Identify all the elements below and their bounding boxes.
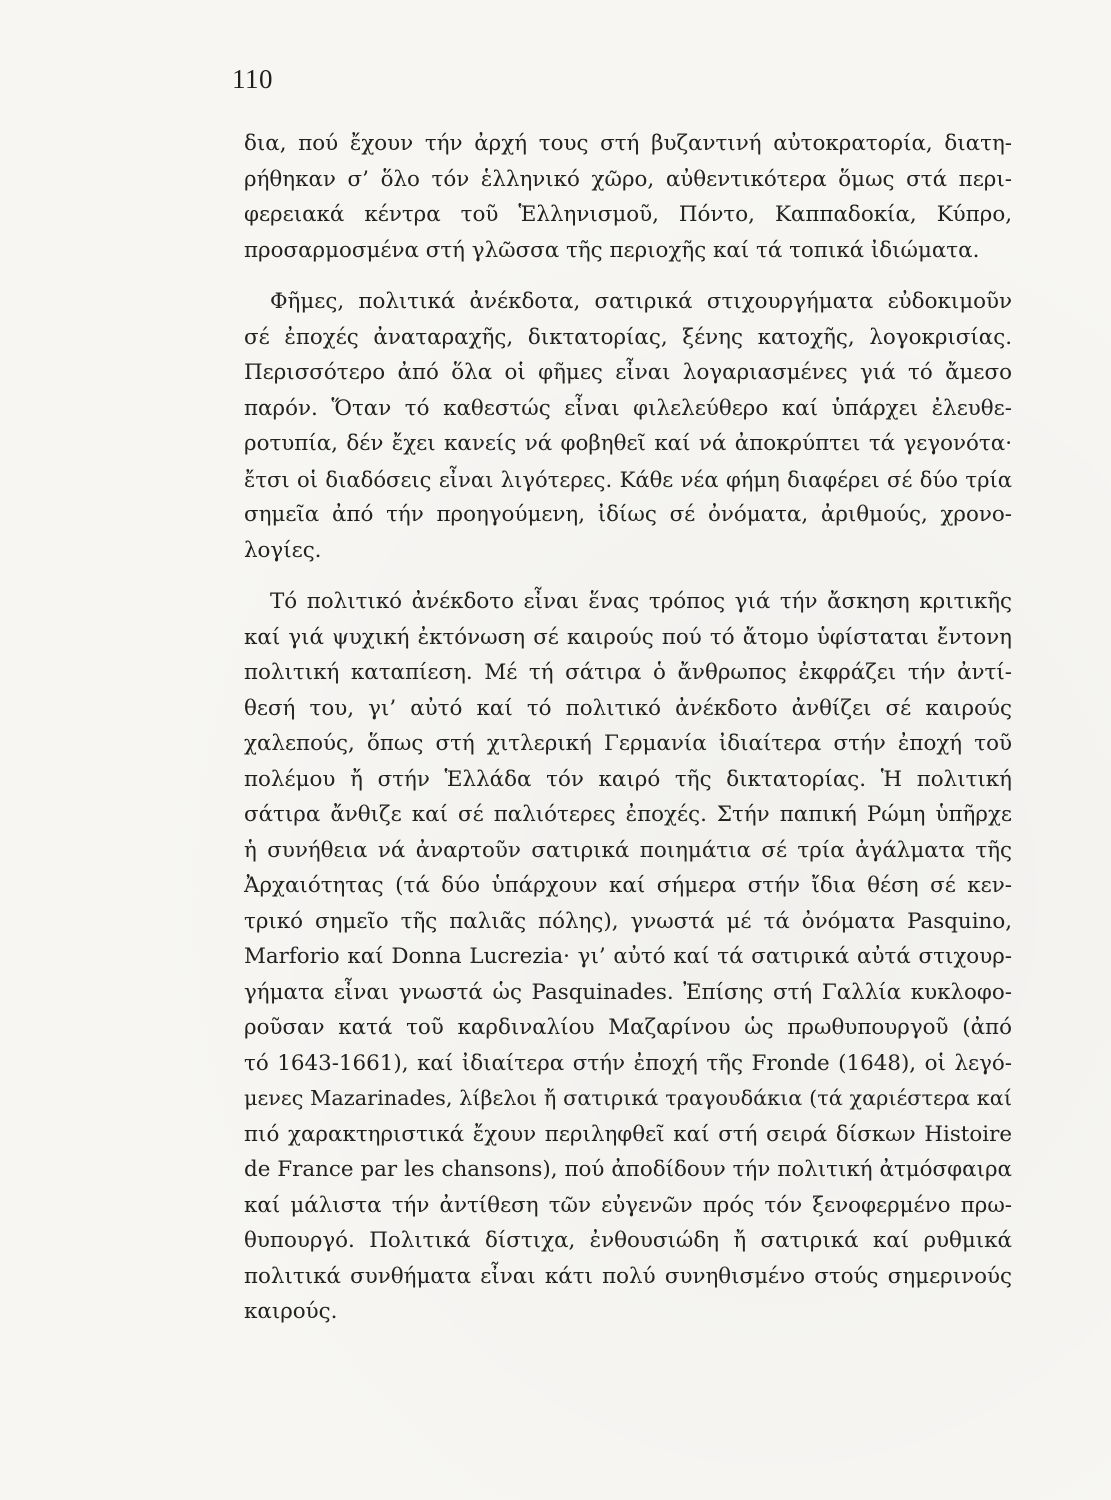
text-line: προσαρμοσμένα στή γλῶσσα τῆς περιοχῆς καί τά τοπικά ἰδιώματα. [244, 237, 980, 263]
paragraph [244, 584, 1012, 1330]
text-line: φερειακά κέντρα τοῦ Ἑλληνισμοῦ, Πόντο, Καππαδοκία, Κύπρο, [244, 202, 1012, 227]
page-number: 110 [232, 64, 273, 94]
text-line: Ἀρχαιότητας (τά δύο ὑπάρχουν καί σήμερα στήν ἴδια θέση σέ κεν- [244, 873, 1012, 898]
text-line: σημεῖα ἀπό τήν προηγούμενη, ἰδίως σέ ὀνόματα, ἀριθμούς, χρονο- [244, 502, 1012, 527]
text-line: Marforio καί Donna Lucrezia· γι’ αὐτό καί τά σατιρικά αὐτά στιχουρ- [244, 944, 1012, 969]
paragraph [244, 126, 1012, 268]
text-line: de France par les chansons), πού ἀποδίδουν τήν πολιτική ἀτμόσφαιρα [244, 1157, 1012, 1182]
text-line: ροτυπία, δέν ἔχει κανείς νά φοβηθεῖ καί νά ἀποκρύπτει τά γεγονότα· [244, 431, 1012, 456]
text-line: πολιτική καταπίεση. Μέ τή σάτιρα ὁ ἄνθρωπος ἐκφράζει τήν ἀντί- [244, 660, 1012, 685]
text-line: σέ ἐποχές ἀναταραχῆς, δικτατορίας, ξένης κατοχῆς, λογοκρισίας. [244, 324, 1012, 350]
text-line: σάτιρα ἄνθιζε καί σέ παλιότερες ἐποχές. Στήν παπική Ρώμη ὑπῆρχε [244, 802, 1012, 827]
text-line: καί μάλιστα τήν ἀντίθεση τῶν εὐγενῶν πρός τόν ξενοφερμένο πρω- [244, 1192, 1012, 1218]
text-line: θυπουργό. Πολιτικά δίστιχα, ἐνθουσιώδη ἤ σατιρικά καί ρυθμικά [244, 1228, 1012, 1253]
text-line: δια, πού ἔχουν τήν ἀρχή τους στή βυζαντινή αὐτοκρατορία, διατη- [244, 131, 1012, 156]
text-line: πιό χαρακτηριστικά ἔχουν περιληφθεῖ καί στή σειρά δίσκων Histoire [244, 1121, 1012, 1147]
text-line: Τό πολιτικό ἀνέκδοτο εἶναι ἕνας τρόπος γιά τήν ἄσκηση κριτικῆς [270, 589, 1012, 614]
text-line: μενες Mazarinades, λίβελοι ἤ σατιρικά τραγουδάκια (τά χαριέστερα καί [244, 1086, 1012, 1110]
text-line: καιρούς. [244, 1299, 338, 1324]
text-line: πολέμου ἤ στήν Ἑλλάδα τόν καιρό τῆς δικτατορίας. Ἡ πολιτική [244, 766, 1012, 792]
text-line: θεσή του, γι’ αὐτό καί τό πολιτικό ἀνέκδοτο ἀνθίζει σέ καιρούς [244, 695, 1012, 721]
text-line: ρήθηκαν σ’ ὅλο τόν ἑλληνικό χῶρο, αὐθεντικότερα ὅμως στά περι- [244, 166, 1012, 192]
text-line: πολιτικά συνθήματα εἶναι κάτι πολύ συνηθισμένο στούς σημερινούς [244, 1263, 1012, 1289]
text-line: λογίες. [244, 537, 322, 563]
text-line: ἡ συνήθεια νά ἀναρτοῦν σατιρικά ποιημάτια σέ τρία ἀγάλματα τῆς [244, 837, 1012, 863]
text-line: Φῆμες, πολιτικά ἀνέκδοτα, σατιρικά στιχουργήματα εὐδοκιμοῦν [270, 289, 1012, 314]
text-line: τρικό σημεῖο τῆς παλιᾶς πόλης), γνωστά μέ τά ὀνόματα Pasquino, [244, 908, 1012, 934]
text-line: ἔτσι οἱ διαδόσεις εἶναι λιγότερες. Κάθε νέα φήμη διαφέρει σέ δύο τρία [244, 466, 1012, 492]
text-line: παρόν. Ὅταν τό καθεστώς εἶναι φιλελεύθερο καί ὑπάρχει ἐλευθε- [244, 395, 1012, 421]
text-line: καί γιά ψυχική ἐκτόνωση σέ καιρούς πού τό ἄτομο ὑφίσταται ἔντονη [244, 624, 1012, 650]
text-line: Περισσότερο ἀπό ὅλα οἱ φῆμες εἶναι λογαριασμένες γιά τό ἄμεσο [244, 360, 1012, 385]
text-line: γήματα εἶναι γνωστά ὡς Pasquinades. Ἐπίσης στή Γαλλία κυκλοφο- [244, 979, 1012, 1005]
body-text [244, 126, 1012, 1330]
paragraph [244, 284, 1012, 568]
text-line: χαλεπούς, ὅπως στή χιτλερική Γερμανία ἰδιαίτερα στήν ἐποχή τοῦ [244, 731, 1012, 756]
text-line: ροῦσαν κατά τοῦ καρδιναλίου Μαζαρίνου ὡς πρωθυπουργοῦ (ἀπό [244, 1015, 1012, 1040]
text-line: τό 1643-1661), καί ἰδιαίτερα στήν ἐποχή τῆς Fronde (1648), οἱ λεγό- [244, 1050, 1012, 1076]
